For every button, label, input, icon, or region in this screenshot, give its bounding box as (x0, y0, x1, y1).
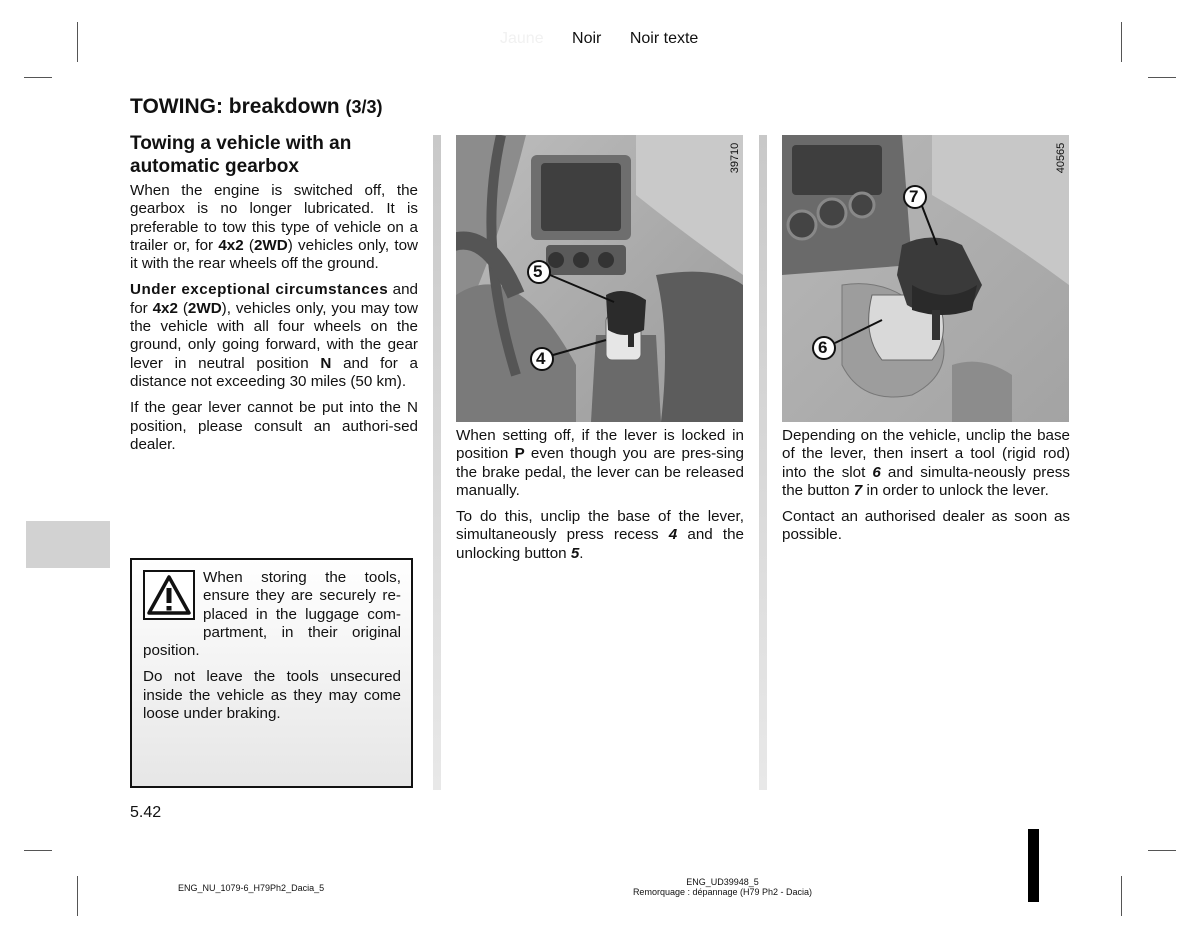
text-run: When the engine is switched off, the gearbox is no longer lubricated. It is preferable to tow this type of vehicle on a trailer or, for (130, 182, 418, 254)
text-run: even though you are pres-sing the brake pedal, the lever can be released manually. (456, 445, 744, 499)
footer-center (600, 877, 845, 897)
text-run: and for a distance not exceeding 30 miles (50 km). (130, 354, 419, 390)
text-run: and simulta-neously press the button (782, 463, 1070, 499)
crop-mark (1121, 876, 1122, 916)
callout-label: 4 (536, 349, 546, 368)
paragraph: Contact an authorised dealer as soon as possible. (782, 508, 1070, 544)
page-number: 5.42 (130, 804, 162, 821)
chapter-tab (26, 521, 110, 568)
text-run: 4x2 (218, 236, 244, 254)
text-run: P (514, 445, 525, 463)
text-run: ( (243, 236, 254, 254)
text-run: Under exceptional circumstances (130, 281, 389, 299)
right-column (782, 427, 1070, 553)
paragraph (130, 182, 418, 273)
text-run: Depending on the vehicle, unclip the base of the lever, then insert a tool (rigid rod) into the slot (782, 427, 1070, 481)
warning-box (130, 558, 413, 788)
thumb-index-bar (1028, 829, 1039, 902)
crop-mark (1148, 850, 1176, 851)
text-run: N (320, 354, 332, 372)
color-label-black: Noir (572, 30, 602, 47)
page-title-text: TOWING: breakdown (130, 95, 340, 118)
left-column (130, 132, 418, 462)
section-title: Towing a vehicle with an automatic gearbox (130, 133, 352, 177)
middle-column (456, 427, 744, 571)
text-run: To do this, unclip the base of the lever, simultaneously press recess (456, 508, 744, 544)
color-label-yellow: Jaune (500, 30, 544, 47)
warning-text: Do not leave the tools unsecured inside the vehicle as they may come loose under braking. (143, 668, 401, 723)
gear-lever-base-illustration (782, 135, 1069, 422)
image-reference-code: 39710 (729, 142, 741, 174)
paragraph (782, 427, 1070, 500)
paragraph (456, 508, 744, 563)
text-run: and the unlocking button (456, 526, 744, 562)
image-reference (1053, 138, 1069, 178)
text-run: in order to unlock the lever. (862, 481, 1049, 499)
crop-mark (1148, 77, 1176, 78)
text-run: and for (130, 281, 418, 317)
text-run: 7 (853, 481, 863, 499)
crop-mark (1121, 22, 1122, 62)
text-run: 6 (872, 463, 881, 481)
crop-mark (24, 77, 52, 78)
page-title (130, 95, 382, 119)
callout-label: 7 (909, 187, 919, 206)
color-label-black-text: Noir texte (629, 30, 699, 47)
paragraph: If the gear lever cannot be put into the N position, please consult an authori-sed dealer. (130, 399, 418, 453)
crop-mark (77, 22, 78, 62)
callout-label: 5 (533, 262, 543, 281)
text-run: 2WD (253, 236, 288, 254)
column-divider (433, 135, 441, 790)
text-run: 4 (668, 526, 678, 544)
crop-mark (24, 850, 52, 851)
callout-label: 6 (818, 338, 828, 357)
gear-lever-photo (456, 135, 743, 422)
text-run: 2WD (187, 299, 222, 317)
paragraph (130, 281, 418, 391)
paragraph (456, 427, 744, 500)
text-run: When setting off, if the lever is locked in position (456, 427, 744, 463)
warning-triangle-icon (143, 570, 195, 620)
text-run: 5 (570, 544, 580, 562)
warning-text: When storing the tools, ensure they are securely re-placed in the luggage com-partment, in their original position. (143, 569, 401, 660)
footer-chapter: Remorquage : dépannage (H79 Ph2 - Dacia) (632, 887, 813, 897)
gear-lever-base-photo (782, 135, 1069, 422)
page-title-suffix: (3/3) (345, 97, 383, 117)
column-divider (759, 135, 767, 790)
footer-doc-code: ENG_NU_1079-6_H79Ph2_Dacia_5 (178, 883, 325, 893)
text-run: ) vehicles only, tow it with the rear wheels off the ground. (130, 236, 418, 273)
text-run: ( (177, 299, 188, 317)
text-run: 4x2 (152, 299, 178, 317)
image-reference-code: 40565 (1055, 142, 1067, 174)
footer-ref: ENG_UD39948_5 (686, 877, 759, 887)
color-separation-strip (500, 30, 722, 48)
gear-lever-illustration (456, 135, 743, 422)
text-run: . (579, 544, 584, 562)
text-run: ), vehicles only, you may tow the vehicle with all four wheels on the ground, only going forward, with the gear lever in neutral position (130, 299, 418, 372)
image-reference (727, 138, 743, 178)
crop-mark (77, 876, 78, 916)
